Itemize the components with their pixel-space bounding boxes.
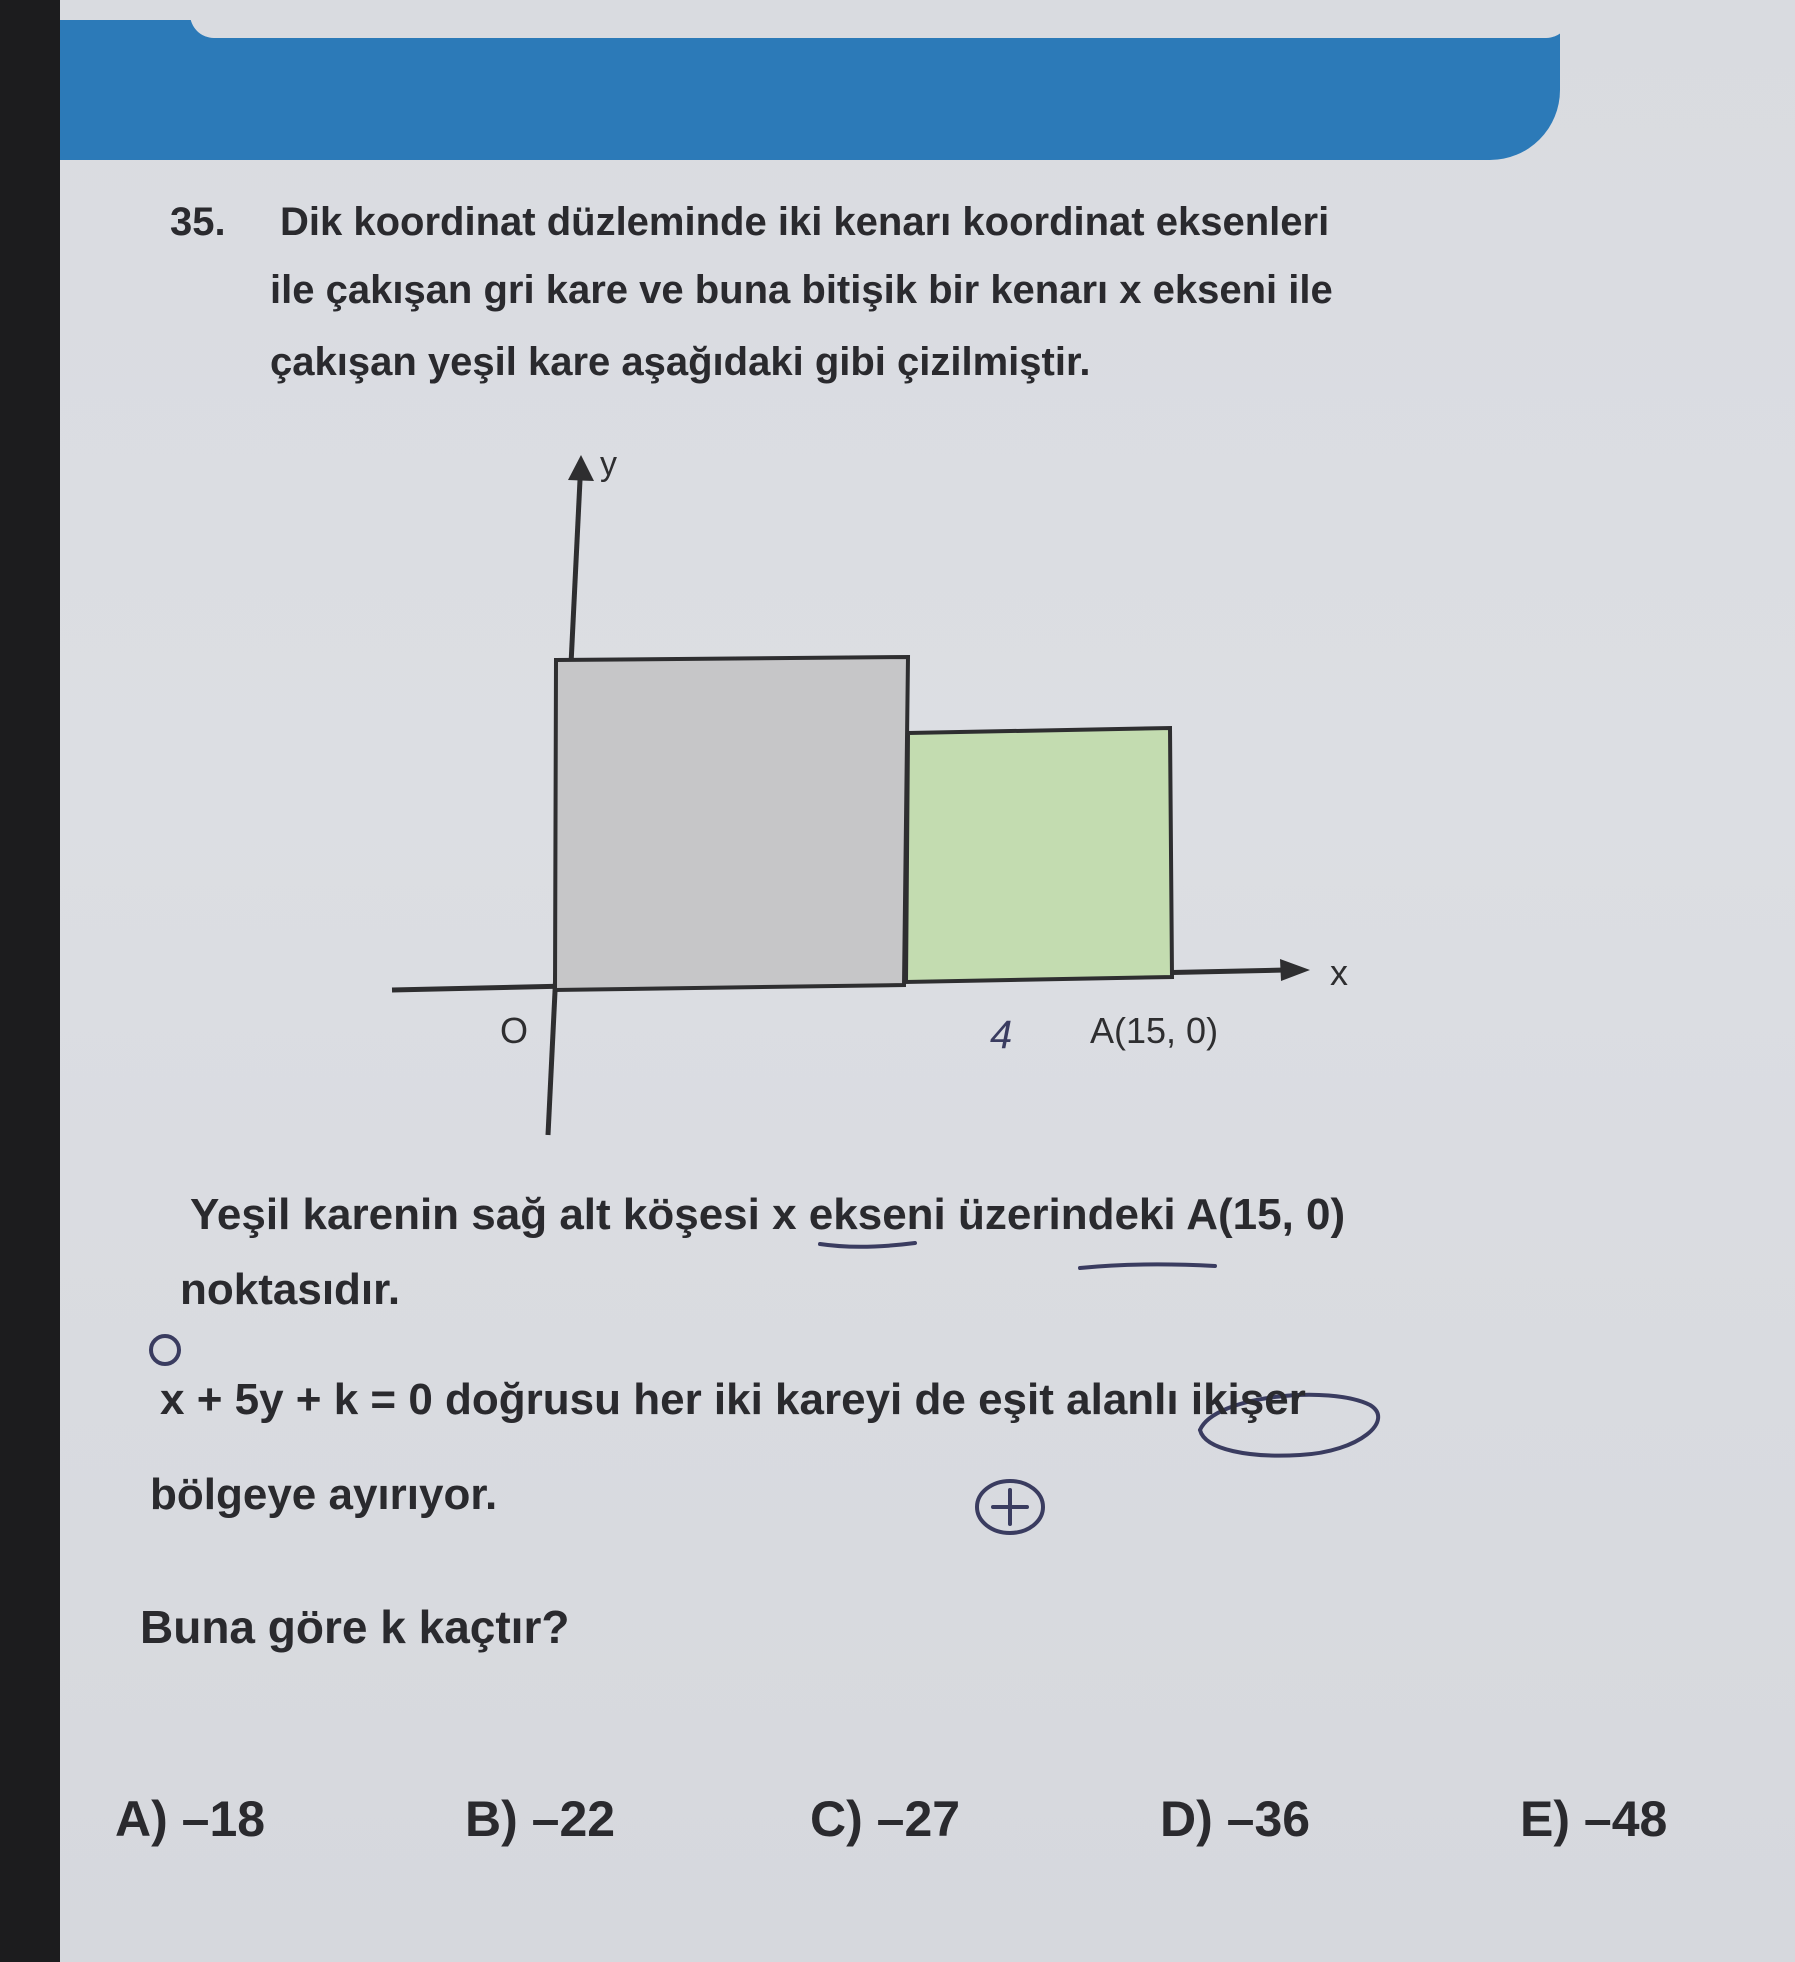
origin-label: O — [500, 1010, 529, 1051]
handwritten-note: 4 — [990, 1013, 1013, 1057]
choice-a[interactable]: A) –18 — [115, 1791, 266, 1847]
x-axis-label: x — [1330, 952, 1348, 993]
underline-mark-1 — [820, 1243, 915, 1247]
choice-e[interactable]: E) –48 — [1520, 1791, 1668, 1847]
question-line-1: Dik koordinat düzleminde iki kenarı koordinat eksenleri — [280, 200, 1330, 244]
statement-line-4: bölgeye ayırıyor. — [150, 1470, 498, 1519]
y-axis-label: y — [600, 445, 617, 483]
x-axis-arrow — [1280, 959, 1310, 981]
choice-b[interactable]: B) –22 — [465, 1791, 616, 1847]
green-square — [906, 728, 1172, 982]
question-line-2: ile çakışan gri kare ve buna bitişik bir kenarı x ekseni ile — [270, 268, 1333, 312]
choice-c[interactable]: C) –27 — [810, 1791, 961, 1847]
hand-circle-mark — [151, 1336, 179, 1364]
gray-square — [555, 657, 908, 990]
point-a-label: A(15, 0) — [1090, 1010, 1219, 1051]
question-line-3: çakışan yeşil kare aşağıdaki gibi çizilmiştir. — [270, 340, 1091, 384]
underline-mark-2 — [1080, 1264, 1215, 1268]
y-axis-arrow — [568, 455, 594, 481]
plus-sign-mark — [993, 1490, 1027, 1524]
statement-line-3: x + 5y + k = 0 doğrusu her iki kareyi de eşit alanlı ikişer — [160, 1375, 1306, 1424]
choice-d[interactable]: D) –36 — [1160, 1791, 1311, 1847]
question-prompt: Buna göre k kaçtır? — [140, 1601, 570, 1653]
statement-line-1: Yeşil karenin sağ alt köşesi x ekseni üzerindeki A(15, 0) — [190, 1190, 1346, 1239]
question-number: 35. — [170, 200, 226, 244]
statement-line-2: noktasıdır. — [180, 1265, 401, 1314]
